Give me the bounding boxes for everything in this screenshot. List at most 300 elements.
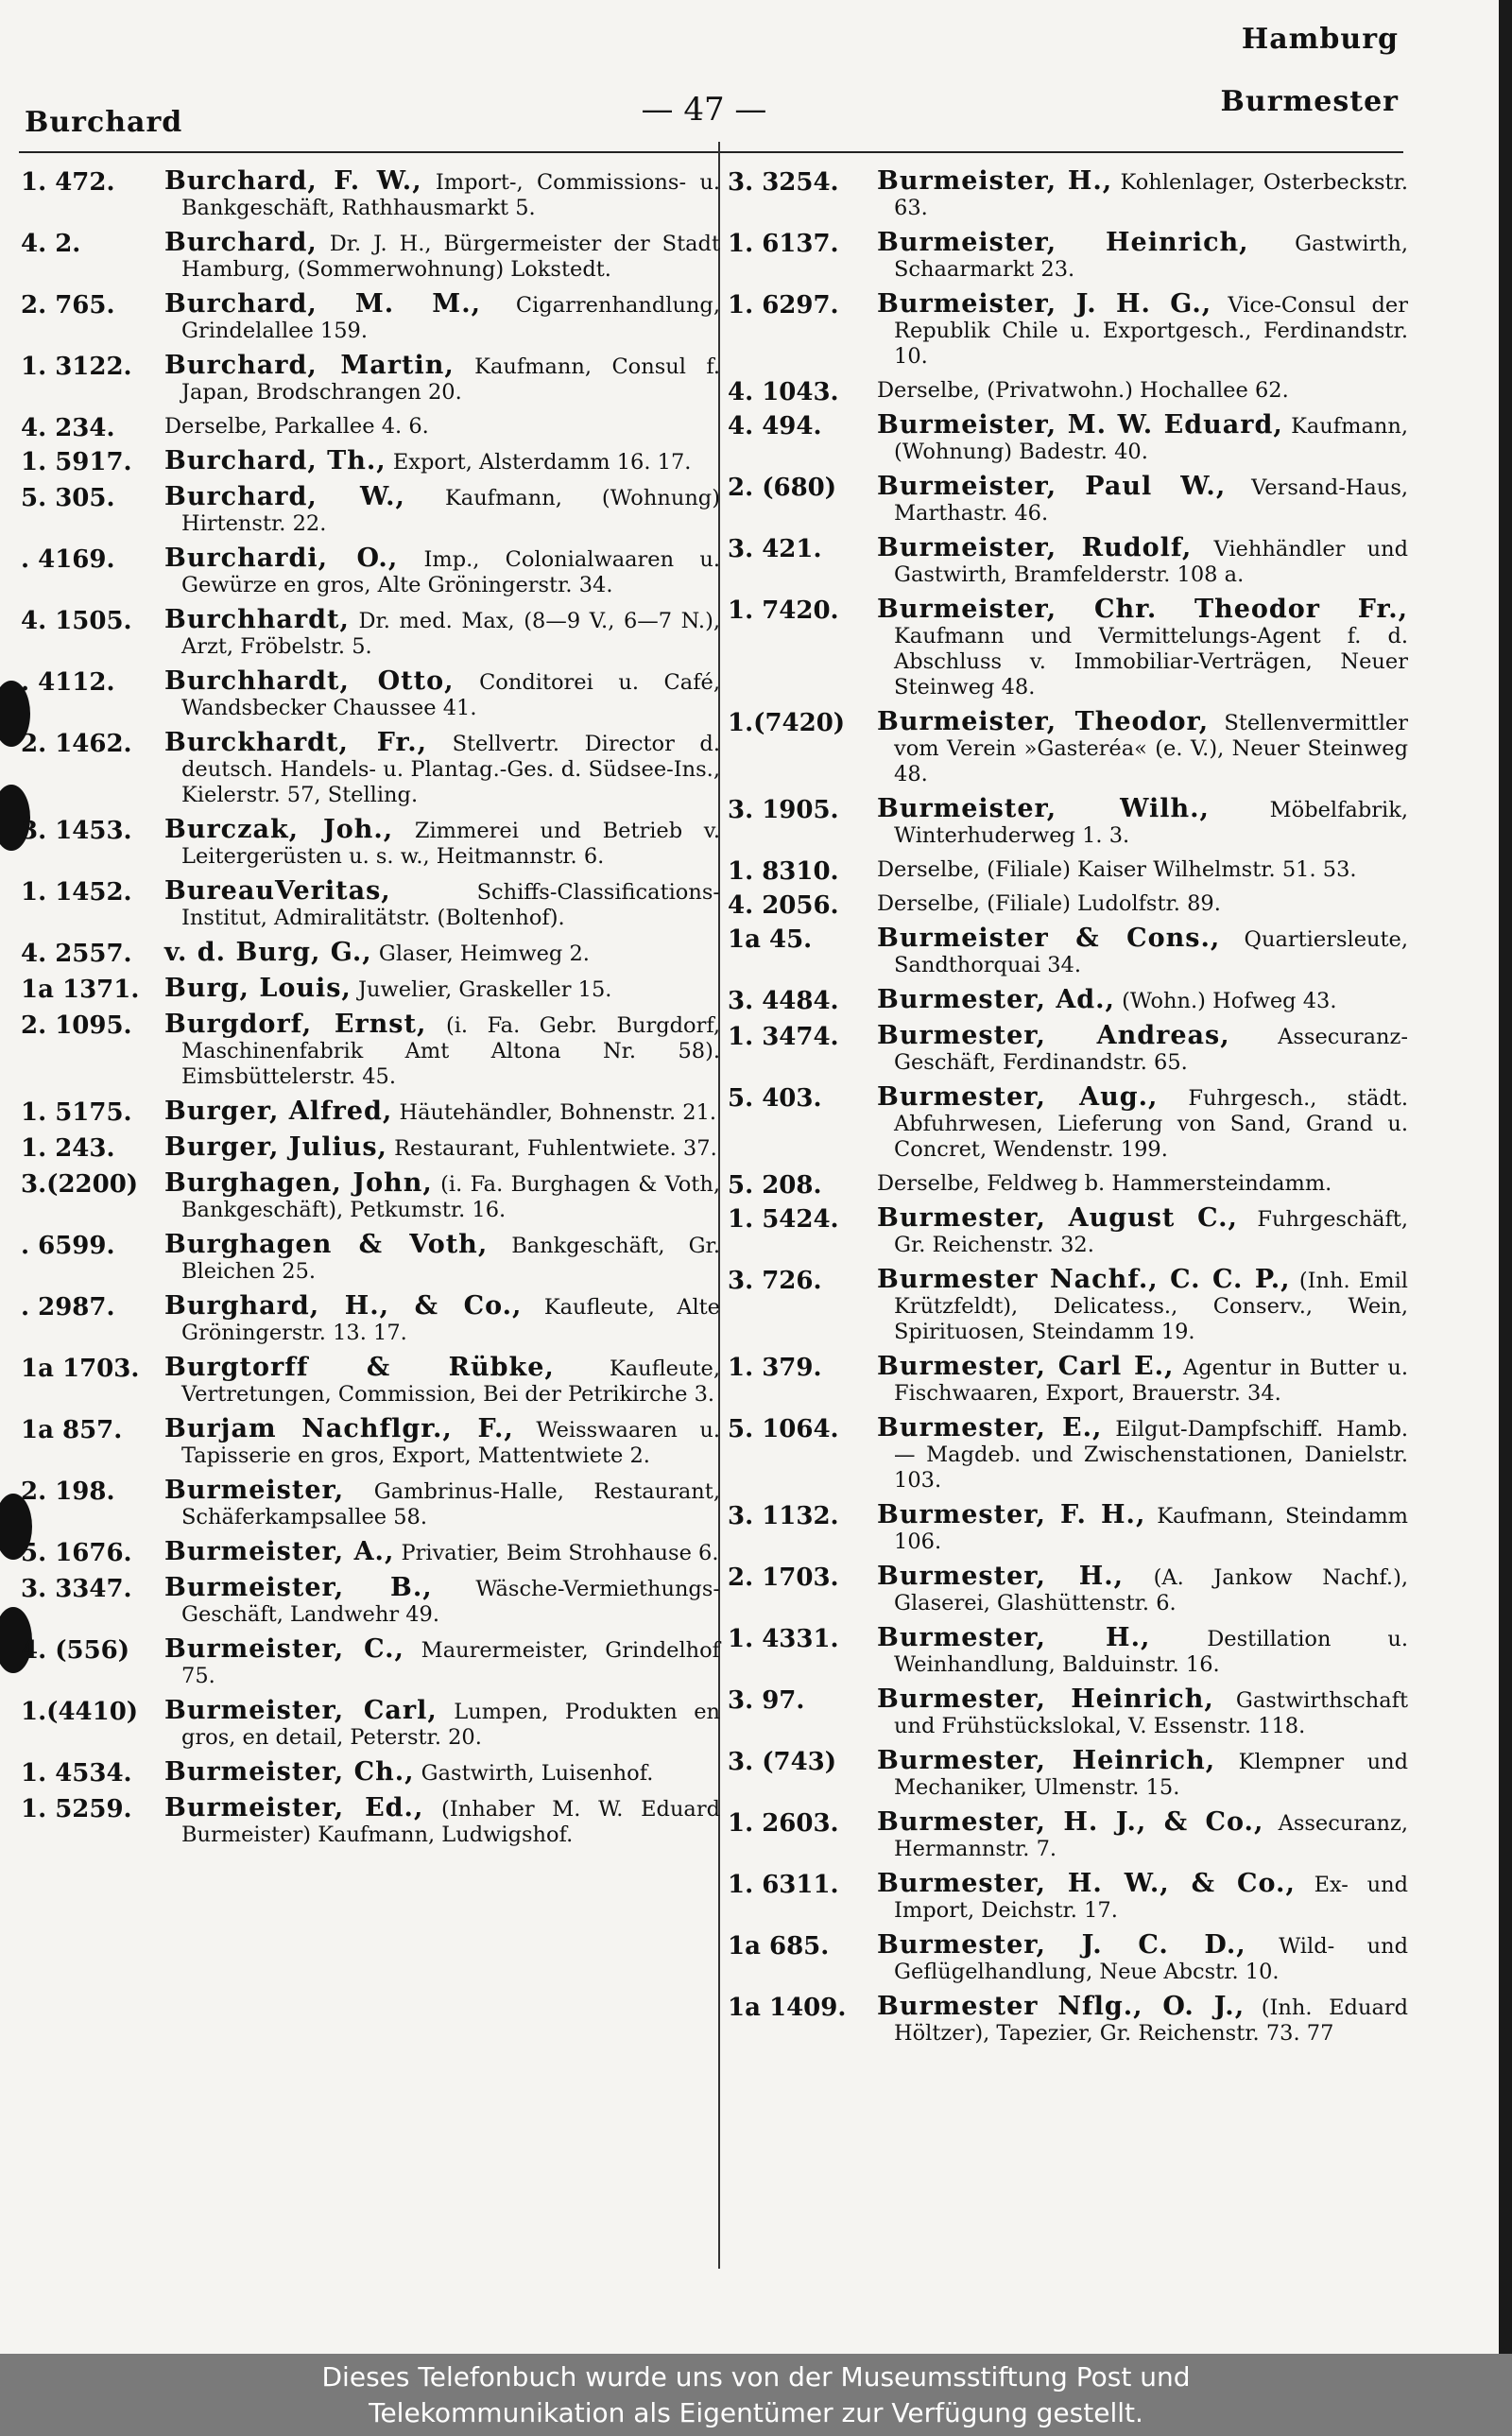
directory-entry bbox=[21, 976, 720, 1003]
city-heading: Hamburg bbox=[1241, 23, 1399, 56]
phone-number: . 2987. bbox=[21, 1293, 115, 1322]
entry-body bbox=[877, 1354, 1408, 1407]
subscriber-name: Burmeister & Cons., bbox=[877, 924, 1221, 953]
directory-entry bbox=[21, 1170, 720, 1223]
subscriber-details: (Inh. Eduard Höltzer), Tapezier, Gr. Reichenstr. 73. 77 bbox=[894, 1995, 1409, 2046]
subscriber-details: Derselbe, Parkallee 4. 6. bbox=[164, 414, 429, 439]
phone-number: 1. 5424. bbox=[728, 1205, 839, 1234]
entry-body bbox=[164, 291, 720, 344]
subscriber-name: Burmester, August C., bbox=[877, 1203, 1238, 1233]
directory-entry bbox=[728, 412, 1408, 465]
subscriber-name: Burmester, Aug., bbox=[877, 1082, 1159, 1112]
entry-body bbox=[877, 796, 1408, 849]
phone-number: 3. 3347. bbox=[21, 1575, 132, 1603]
subscriber-details: Schiffs-Classifications-Institut, Admiralitätstr. (Boltenhof). bbox=[181, 880, 720, 930]
subscriber-name: Burmester, H. W., & Co., bbox=[877, 1869, 1296, 1898]
entry-body bbox=[164, 730, 720, 808]
directory-entry bbox=[728, 709, 1408, 787]
subscriber-name: Burger, Julius, bbox=[164, 1132, 387, 1162]
phone-number: 2. 1703. bbox=[728, 1564, 839, 1592]
directory-entry bbox=[728, 1871, 1408, 1924]
directory-entry bbox=[728, 1267, 1408, 1345]
subscriber-name: Burchard, Martin, bbox=[164, 351, 455, 380]
phone-number: 5. 208. bbox=[728, 1171, 822, 1200]
phone-number: 2. 1095. bbox=[21, 1011, 132, 1040]
entry-body bbox=[164, 1477, 720, 1530]
directory-entry bbox=[728, 230, 1408, 283]
phone-number: 5. 1676. bbox=[21, 1539, 132, 1567]
phone-number: 1. 5175. bbox=[21, 1098, 132, 1127]
phone-number: 1. 6137. bbox=[728, 230, 839, 258]
entry-body bbox=[164, 1539, 720, 1566]
subscriber-name: Burg, Louis, bbox=[164, 974, 352, 1003]
subscriber-name: Burghagen & Voth, bbox=[164, 1230, 489, 1259]
subscriber-details: Glaser, Heimweg 2. bbox=[378, 942, 590, 966]
directory-entry bbox=[728, 987, 1408, 1014]
subscriber-name: Burmeister, A., bbox=[164, 1537, 395, 1566]
subscriber-details: Lumpen, Produkten en gros, en detail, Peterstr. 20. bbox=[181, 1700, 720, 1750]
phone-number: 1a 857. bbox=[21, 1416, 123, 1444]
phone-number: 1.(4410) bbox=[21, 1698, 139, 1726]
subscriber-name: Burmeister, Ed., bbox=[164, 1793, 424, 1823]
phone-number: 1. 379. bbox=[728, 1354, 822, 1382]
subscriber-name: Burmeister, Wilh., bbox=[877, 794, 1210, 823]
entry-body bbox=[164, 817, 720, 870]
directory-entry bbox=[21, 607, 720, 660]
subscriber-details: (i. Fa. Gebr. Burgdorf, Maschinenfabrik Amt Altona Nr. 58). Eimsbüttelerstr. 45. bbox=[181, 1013, 721, 1089]
subscriber-name: Burmeister, J. H. G., bbox=[877, 289, 1212, 319]
entry-body bbox=[877, 596, 1408, 700]
directory-entry bbox=[21, 1098, 720, 1126]
subscriber-name: Burchard, bbox=[164, 228, 318, 257]
entry-body bbox=[877, 1084, 1408, 1163]
directory-entry bbox=[21, 817, 720, 870]
subscriber-details: (Wohn.) Hofweg 43. bbox=[1122, 989, 1337, 1013]
entry-body bbox=[164, 1795, 720, 1848]
subscriber-name: Burgtorff & Rübke, bbox=[164, 1353, 555, 1382]
phone-number: 4. (556) bbox=[21, 1636, 130, 1665]
subscriber-details: Dr. J. H., Bürgermeister der Stadt Hamburg, (Sommerwohnung) Lokstedt. bbox=[181, 232, 720, 282]
entry-body bbox=[877, 1748, 1408, 1801]
entry-body bbox=[164, 668, 720, 721]
subscriber-details: Kaufleute, Vertretungen, Commission, Bei der Petrikirche 3. bbox=[181, 1356, 720, 1407]
phone-number: 1. 6297. bbox=[728, 291, 839, 320]
page-number: — 47 — bbox=[641, 91, 767, 129]
subscriber-details: Privatier, Beim Strohhause 6. bbox=[401, 1541, 719, 1565]
entry-body bbox=[164, 607, 720, 660]
directory-entry bbox=[21, 730, 720, 808]
subscriber-name: Burmester Nflg., O. J., bbox=[877, 1992, 1246, 2021]
subscriber-name: Burmester Nachf., C. C. P., bbox=[877, 1265, 1291, 1294]
directory-entry bbox=[728, 1809, 1408, 1862]
entry-body bbox=[164, 1293, 720, 1346]
phone-number: 2. 1462. bbox=[21, 730, 132, 758]
subscriber-details: Import-, Commissions- u. Bankgeschäft, Rathhausmarkt 5. bbox=[181, 170, 720, 220]
directory-entry bbox=[728, 1354, 1408, 1407]
entry-body bbox=[164, 545, 720, 598]
subscriber-details: Juwelier, Graskeller 15. bbox=[358, 977, 612, 1002]
directory-entry bbox=[21, 1011, 720, 1090]
subscriber-details: Assecuranz-Geschäft, Ferdinandstr. 65. bbox=[894, 1025, 1409, 1075]
subscriber-details: Kohlenlager, Osterbeckstr. 63. bbox=[894, 170, 1409, 220]
directory-entry bbox=[21, 1134, 720, 1162]
subscriber-name: Burckhardt, Fr., bbox=[164, 728, 427, 757]
directory-entry bbox=[728, 1084, 1408, 1163]
subscriber-details: Restaurant, Fuhlentwiete. 37. bbox=[394, 1136, 717, 1161]
subscriber-name: Burmester, E., bbox=[877, 1413, 1103, 1443]
subscriber-details: Export, Alsterdamm 16. 17. bbox=[392, 450, 692, 475]
left-column bbox=[21, 168, 720, 1857]
directory-entry bbox=[21, 1539, 720, 1566]
subscriber-name: Burchard, M. M., bbox=[164, 289, 481, 319]
directory-entry bbox=[21, 1759, 720, 1787]
directory-entry bbox=[728, 474, 1408, 527]
phone-number: 3. 1453. bbox=[21, 817, 132, 845]
phone-number: 2. (680) bbox=[728, 474, 837, 502]
entry-body bbox=[164, 168, 720, 221]
entry-body bbox=[164, 1416, 720, 1469]
entry-body bbox=[877, 291, 1408, 370]
directory-entry bbox=[728, 857, 1408, 886]
subscriber-details: Stellvertr. Director d. deutsch. Handels- u. Plantag.-Ges. d. Südsee-Ins., Kielerstr. 57, Stelling. bbox=[181, 732, 720, 807]
subscriber-name: Burmester, H., bbox=[877, 1562, 1125, 1591]
phone-number: 1a 685. bbox=[728, 1932, 830, 1961]
entry-body bbox=[877, 168, 1408, 221]
subscriber-name: Burmester, Heinrich, bbox=[877, 1684, 1214, 1714]
directory-entry bbox=[728, 1502, 1408, 1555]
subscriber-details: Gastwirth, Luisenhof. bbox=[421, 1761, 654, 1786]
phone-number: 3. 1132. bbox=[728, 1502, 839, 1530]
subscriber-details: Bankgeschäft, Gr. Bleichen 25. bbox=[181, 1234, 720, 1284]
subscriber-details: Derselbe, (Privatwohn.) Hochallee 62. bbox=[877, 378, 1289, 403]
entry-body bbox=[877, 535, 1408, 588]
directory-entry bbox=[21, 668, 720, 721]
directory-entry bbox=[728, 1023, 1408, 1076]
directory-entry bbox=[21, 353, 720, 406]
entry-body bbox=[164, 230, 720, 283]
subscriber-details: Maurermeister, Grindelhof 75. bbox=[181, 1638, 721, 1688]
subscriber-name: Burmeister, Heinrich, bbox=[877, 228, 1249, 257]
subscriber-details: Viehhändler und Gastwirth, Bramfelderstr. 108 a. bbox=[894, 537, 1408, 587]
directory-entry bbox=[21, 168, 720, 221]
phone-number: 5. 305. bbox=[21, 484, 115, 512]
subscriber-name: v. d. Burg, G., bbox=[164, 938, 372, 967]
phone-number: 1. 3122. bbox=[21, 353, 132, 381]
directory-entry bbox=[728, 925, 1408, 978]
directory-entry bbox=[21, 230, 720, 283]
phone-number: 1a 1409. bbox=[728, 1994, 847, 2022]
subscriber-details: Kaufmann, (Wohnung) Hirtenstr. 22. bbox=[181, 486, 720, 536]
entry-body bbox=[877, 378, 1408, 404]
phone-number: 1. 8310. bbox=[728, 857, 839, 886]
entry-body bbox=[164, 448, 720, 475]
subscriber-name: Burmeister, Rudolf, bbox=[877, 533, 1193, 562]
phone-number: 5. 1064. bbox=[728, 1415, 839, 1443]
subscriber-details: Fuhrgeschäft, Gr. Reichenstr. 32. bbox=[894, 1207, 1409, 1257]
directory-entry bbox=[728, 1171, 1408, 1200]
entry-body bbox=[877, 1415, 1408, 1494]
subscriber-details: (Inhaber M. W. Eduard Burmeister) Kaufmann, Ludwigshof. bbox=[181, 1797, 721, 1847]
subscriber-details: Weisswaaren u. Tapisserie en gros, Export, Mattentwiete 2. bbox=[181, 1418, 721, 1468]
entry-body bbox=[877, 1267, 1408, 1345]
phone-number: 3. 726. bbox=[728, 1267, 822, 1295]
phone-number: 1. 2603. bbox=[728, 1809, 839, 1838]
entry-body bbox=[877, 230, 1408, 283]
phone-number: 3. 1905. bbox=[728, 796, 839, 824]
phone-number: 1. 472. bbox=[21, 168, 115, 197]
phone-number: . 4112. bbox=[21, 668, 115, 697]
entry-body bbox=[164, 976, 720, 1003]
header-rule bbox=[19, 151, 1403, 153]
phone-number: . 4169. bbox=[21, 545, 115, 574]
subscriber-name: Burmester, H., bbox=[877, 1623, 1151, 1652]
entry-body bbox=[164, 1636, 720, 1689]
subscriber-name: Burmester, F. H., bbox=[877, 1500, 1146, 1529]
entry-body bbox=[877, 474, 1408, 527]
directory-entry bbox=[21, 940, 720, 967]
subscriber-name: Burmeister, M. W. Eduard, bbox=[877, 410, 1283, 440]
entry-body bbox=[164, 1170, 720, 1223]
subscriber-name: Burmeister, B., bbox=[164, 1573, 433, 1602]
phone-number: 1. 243. bbox=[21, 1134, 115, 1163]
entry-body bbox=[877, 1564, 1408, 1616]
directory-entry bbox=[21, 448, 720, 475]
subscriber-details: Kaufmann, (Wohnung) Badestr. 40. bbox=[894, 414, 1408, 464]
phone-number: 1. 1452. bbox=[21, 878, 132, 907]
entry-body bbox=[877, 1871, 1408, 1924]
subscriber-name: Burchard, W., bbox=[164, 482, 405, 511]
subscriber-name: Burczak, Joh., bbox=[164, 815, 394, 844]
directory-entry bbox=[728, 1205, 1408, 1258]
directory-entry bbox=[21, 1795, 720, 1848]
subscriber-name: Burchard, Th., bbox=[164, 446, 387, 475]
subscriber-details: (A. Jankow Nachf.), Glaserei, Glashüttenstr. 6. bbox=[894, 1565, 1408, 1615]
subscriber-details: Stellenvermittler vom Verein »Gasteréa« (e. V.), Neuer Steinweg 48. bbox=[894, 711, 1408, 786]
phone-number: 5. 403. bbox=[728, 1084, 822, 1113]
directory-entry bbox=[728, 1625, 1408, 1678]
entry-body bbox=[164, 1134, 720, 1162]
subscriber-details: Gastwirth, Schaarmarkt 23. bbox=[894, 232, 1408, 282]
subscriber-name: Burmester, Andreas, bbox=[877, 1021, 1230, 1050]
subscriber-details: Imp., Colonialwaaren u. Gewürze en gros, Alte Gröningerstr. 34. bbox=[181, 547, 720, 597]
subscriber-details: Kaufmann und Vermittelungs-Agent f. d. Abschluss v. Immobiliar-Verträgen, Neuer Steinweg 48. bbox=[894, 624, 1408, 700]
entry-body bbox=[877, 1809, 1408, 1862]
footer-notice bbox=[0, 2354, 1512, 2436]
entry-body bbox=[164, 878, 720, 931]
page-edge bbox=[1499, 0, 1512, 2354]
directory-entry bbox=[21, 1477, 720, 1530]
entry-body bbox=[164, 1098, 720, 1126]
subscriber-name: Burger, Alfred, bbox=[164, 1097, 393, 1126]
subscriber-details: Destillation u. Weinhandlung, Balduinstr. 16. bbox=[894, 1627, 1408, 1677]
subscriber-details: Kaufmann, Steindamm 106. bbox=[894, 1504, 1409, 1554]
entry-body bbox=[877, 1023, 1408, 1076]
subscriber-details: Conditorei u. Café, Wandsbecker Chaussee 41. bbox=[181, 670, 720, 720]
directory-entry bbox=[21, 1232, 720, 1285]
phone-number: 3. 3254. bbox=[728, 168, 839, 197]
phone-number: 1. 4331. bbox=[728, 1625, 839, 1653]
directory-entry bbox=[21, 484, 720, 537]
entry-body bbox=[877, 1205, 1408, 1258]
subscriber-name: BureauVeritas, bbox=[164, 876, 391, 906]
directory-entry bbox=[21, 291, 720, 344]
directory-entry bbox=[728, 891, 1408, 920]
right-column bbox=[728, 168, 1408, 2055]
phone-number: 1. 5259. bbox=[21, 1795, 132, 1823]
subscriber-details: (Inh. Emil Krützfeldt), Delicatess., Conserv., Wein, Spirituosen, Steindamm 19. bbox=[894, 1269, 1408, 1344]
entry-body bbox=[877, 857, 1408, 883]
subscriber-details: Wäsche-Vermiethungs-Geschäft, Landwehr 49. bbox=[181, 1577, 720, 1627]
subscriber-details: Klempner und Mechaniker, Ulmenstr. 15. bbox=[894, 1750, 1408, 1800]
phone-number: 4. 1505. bbox=[21, 607, 132, 635]
subscriber-details: Gambrinus-Halle, Restaurant, Schäferkampsallee 58. bbox=[181, 1479, 720, 1529]
footer-line-2: Telekommunikation als Eigentümer zur Verfügung gestellt. bbox=[369, 2397, 1143, 2428]
entry-body bbox=[877, 987, 1408, 1014]
directory-entry bbox=[728, 596, 1408, 700]
directory-entry bbox=[728, 378, 1408, 404]
subscriber-name: Burmester, Heinrich, bbox=[877, 1746, 1216, 1775]
phone-number: 1a 45. bbox=[728, 925, 813, 954]
subscriber-details: Vice-Consul der Republik Chile u. Exportgesch., Ferdinandstr. 10. bbox=[894, 293, 1408, 369]
subscriber-details: Ex- und Import, Deichstr. 17. bbox=[894, 1873, 1409, 1923]
subscriber-name: Burmeister, Paul W., bbox=[877, 472, 1227, 501]
subscriber-name: Burmester, Ad., bbox=[877, 985, 1115, 1014]
entry-body bbox=[164, 484, 720, 537]
directory-entry bbox=[21, 1355, 720, 1408]
entry-body bbox=[164, 1011, 720, 1090]
subscriber-details: Quartiersleute, Sandthorquai 34. bbox=[894, 927, 1409, 977]
directory-entry bbox=[728, 796, 1408, 849]
entry-body bbox=[877, 412, 1408, 465]
directory-entry bbox=[728, 1748, 1408, 1801]
directory-entry bbox=[728, 1415, 1408, 1494]
phone-number: 1.(7420) bbox=[728, 709, 846, 737]
entry-body bbox=[164, 1698, 720, 1751]
phone-number: 4. 1043. bbox=[728, 378, 839, 406]
subscriber-details: Agentur in Butter u. Fischwaaren, Export, Brauerstr. 34. bbox=[894, 1356, 1408, 1406]
footer-line-1: Dieses Telefonbuch wurde uns von der Museumsstiftung Post und bbox=[321, 2361, 1191, 2393]
subscriber-name: Burmeister, Theodor, bbox=[877, 707, 1210, 736]
entry-body bbox=[877, 1994, 1408, 2047]
entry-body bbox=[164, 940, 720, 967]
subscriber-details: Derselbe, (Filiale) Kaiser Wilhelmstr. 51. 53. bbox=[877, 857, 1357, 882]
directory-entry bbox=[21, 1293, 720, 1346]
subscriber-details: Derselbe, Feldweg b. Hammersteindamm. bbox=[877, 1171, 1332, 1196]
subscriber-details: Möbelfabrik, Winterhuderweg 1. 3. bbox=[894, 798, 1408, 848]
directory-entry bbox=[728, 168, 1408, 221]
entry-body bbox=[164, 414, 720, 440]
entry-body bbox=[877, 1502, 1408, 1555]
subscriber-details: Derselbe, (Filiale) Ludolfstr. 89. bbox=[877, 891, 1221, 916]
subscriber-details: Cigarrenhandlung, Grindelallee 159. bbox=[181, 293, 720, 343]
entry-body bbox=[877, 1171, 1408, 1197]
subscriber-details: Gastwirthschaft und Frühstückslokal, V. Essenstr. 118. bbox=[894, 1688, 1408, 1738]
subscriber-details: Zimmerei und Betrieb v. Leitergerüsten u. s. w., Heitmannstr. 6. bbox=[181, 819, 720, 869]
phone-number: 3. (743) bbox=[728, 1748, 837, 1776]
left-running-head: Burchard bbox=[25, 106, 183, 139]
entry-body bbox=[164, 1355, 720, 1408]
entry-body bbox=[877, 925, 1408, 978]
phone-number: 4. 2557. bbox=[21, 940, 132, 968]
directory-entry bbox=[728, 535, 1408, 588]
subscriber-details: Dr. med. Max, (8—9 V., 6—7 N.), Arzt, Fröbelstr. 5. bbox=[181, 609, 720, 659]
subscriber-name: Burghagen, John, bbox=[164, 1168, 433, 1198]
directory-entry bbox=[728, 1686, 1408, 1739]
phone-number: 4. 494. bbox=[728, 412, 822, 441]
phone-number: 1a 1371. bbox=[21, 976, 140, 1004]
directory-entry bbox=[21, 1575, 720, 1628]
subscriber-details: Kaufmann, Consul f. Japan, Brodschrangen 20. bbox=[181, 354, 720, 405]
subscriber-details: Assecuranz, Hermannstr. 7. bbox=[894, 1811, 1409, 1861]
directory-entry bbox=[21, 545, 720, 598]
phone-number: 1a 1703. bbox=[21, 1355, 140, 1383]
directory-entry bbox=[21, 414, 720, 440]
subscriber-name: Burmester, H. J., & Co., bbox=[877, 1807, 1264, 1837]
subscriber-name: Burmeister, bbox=[164, 1476, 345, 1505]
subscriber-name: Burmeister, H., bbox=[877, 166, 1113, 196]
phone-number: 2. 198. bbox=[21, 1477, 115, 1506]
subscriber-name: Burchardi, O., bbox=[164, 544, 399, 573]
entry-body bbox=[877, 1625, 1408, 1678]
subscriber-name: Burchard, F. W., bbox=[164, 166, 422, 196]
subscriber-details: Kaufleute, Alte Gröningerstr. 13. 17. bbox=[181, 1295, 720, 1345]
subscriber-name: Burchhardt, Otto, bbox=[164, 666, 455, 696]
phone-number: 1. 3474. bbox=[728, 1023, 839, 1051]
subscriber-details: Eilgut-Dampfschiff. Hamb. — Magdeb. und Zwischenstationen, Danielstr. 103. bbox=[894, 1417, 1409, 1493]
phone-number: 1. 4534. bbox=[21, 1759, 132, 1788]
directory-entry bbox=[728, 1994, 1408, 2047]
subscriber-name: Burchhardt, bbox=[164, 605, 350, 634]
subscriber-details: Versand-Haus, Marthastr. 46. bbox=[894, 475, 1409, 526]
subscriber-name: Burghard, H., & Co., bbox=[164, 1291, 523, 1321]
directory-entry bbox=[21, 1416, 720, 1469]
phone-number: 1. 7420. bbox=[728, 596, 839, 625]
entry-body bbox=[877, 1932, 1408, 1985]
phone-number: 3. 97. bbox=[728, 1686, 805, 1715]
subscriber-name: Burmeister, Carl, bbox=[164, 1696, 438, 1725]
phone-number: 4. 2. bbox=[21, 230, 81, 258]
entry-body bbox=[877, 709, 1408, 787]
phone-number: 3.(2200) bbox=[21, 1170, 139, 1199]
phone-number: 1. 5917. bbox=[21, 448, 132, 476]
directory-entry bbox=[21, 1636, 720, 1689]
phone-number: 3. 4484. bbox=[728, 987, 839, 1015]
subscriber-name: Burmester, Carl E., bbox=[877, 1352, 1175, 1381]
subscriber-name: Burmeister, Ch., bbox=[164, 1757, 415, 1787]
phone-number: 4. 2056. bbox=[728, 891, 839, 920]
directory-entry bbox=[21, 1698, 720, 1751]
right-running-head: Burmester bbox=[1220, 85, 1399, 118]
entry-body bbox=[164, 353, 720, 406]
phone-number: . 6599. bbox=[21, 1232, 115, 1260]
subscriber-details: (i. Fa. Burghagen & Voth, Bankgeschäft), Petkumstr. 16. bbox=[181, 1172, 720, 1222]
subscriber-name: Burmeister, C., bbox=[164, 1634, 404, 1664]
directory-entry bbox=[728, 291, 1408, 370]
entry-body bbox=[164, 1575, 720, 1628]
entry-body bbox=[164, 1232, 720, 1285]
directory-entry bbox=[728, 1932, 1408, 1985]
subscriber-name: Burmester, J. C. D., bbox=[877, 1930, 1246, 1960]
directory-entry bbox=[21, 878, 720, 931]
subscriber-details: Fuhrgesch., städt. Abfuhrwesen, Lieferung von Sand, Grand u. Concret, Wendenstr. 199. bbox=[894, 1086, 1408, 1162]
phone-number: 4. 234. bbox=[21, 414, 115, 442]
phone-number: 3. 421. bbox=[728, 535, 822, 563]
phone-number: 2. 765. bbox=[21, 291, 115, 320]
entry-body bbox=[164, 1759, 720, 1787]
subscriber-details: Wild- und Geflügelhandlung, Neue Abcstr. 10. bbox=[894, 1934, 1408, 1984]
subscriber-name: Burgdorf, Ernst, bbox=[164, 1010, 427, 1039]
directory-entry bbox=[728, 1564, 1408, 1616]
